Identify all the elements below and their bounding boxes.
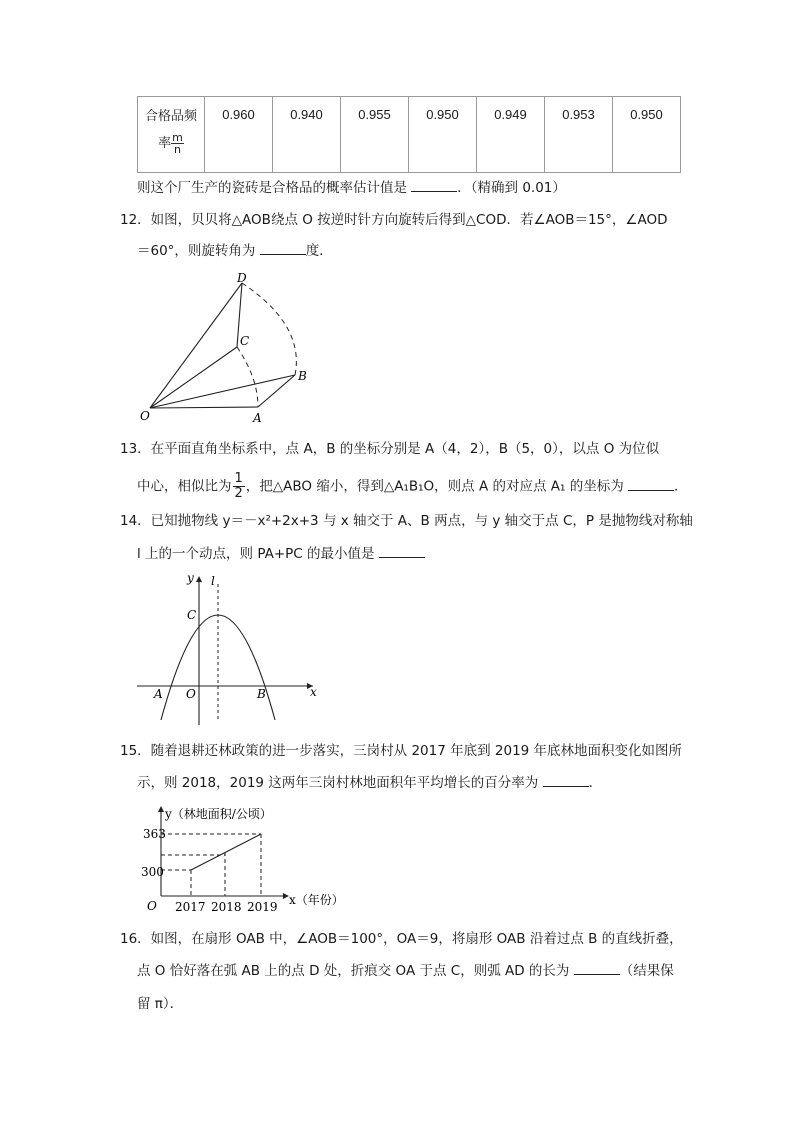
table-cell: 0.950 <box>613 97 681 173</box>
point-label-o: O <box>140 409 150 423</box>
point-label-b: B <box>298 369 307 383</box>
q13-text-2: ，把△ABO 缩小，得到△A₁B₁O，则点 A 的对应点 A₁ 的坐标为 <box>245 478 624 495</box>
q13-line2 <box>137 472 688 501</box>
fraction-numerator: 1 <box>234 471 243 486</box>
point-label-c: C <box>187 608 197 622</box>
table-header-cell <box>138 97 205 173</box>
q15-line1: 15．随着退耕还林政策的进一步落实，三岗村从 2017 年底到 2019 年底林地面积变化如图所 <box>120 743 683 759</box>
answer-blank[interactable] <box>543 774 589 787</box>
forest-area-graph <box>135 800 375 920</box>
q14-line2 <box>137 544 425 564</box>
table-header-text2: 率 <box>158 136 172 151</box>
q16-line3: 留 π）． <box>137 996 184 1012</box>
answer-blank[interactable] <box>574 962 620 975</box>
y-axis-title: y（林地面积/公顷） <box>165 807 272 821</box>
axis-label-l: l <box>211 574 215 588</box>
answer-blank[interactable] <box>260 242 306 255</box>
point-label-c: C <box>240 334 250 348</box>
point-label-b: B <box>257 687 266 701</box>
origin-label: O <box>147 899 157 913</box>
answer-blank[interactable] <box>411 179 457 192</box>
q13-line1: 13．在平面直角坐标系中，点 A，B 的坐标分别是 A（4，2），B（5，0），以点 O 为位似 <box>120 441 660 457</box>
y-tick-363: 363 <box>143 827 166 841</box>
table-cell: 0.950 <box>409 97 477 173</box>
fraction-numerator: m <box>172 131 183 144</box>
table-cell: 0.953 <box>545 97 613 173</box>
answer-blank[interactable] <box>379 545 425 558</box>
point-label-d: D <box>237 271 247 285</box>
q13-text: 中心，相似比为 <box>137 478 232 495</box>
one-half-fraction <box>233 472 245 501</box>
q14-text: l 上的一个动点，则 PA+PC 的最小值是 <box>137 546 375 562</box>
q12-line1: 12．如图，贝贝将△AOB绕点 O 按逆时针方向旋转后得到△COD．若∠AOB＝15°，∠AOD <box>120 212 668 228</box>
table-cell: 0.955 <box>341 97 409 173</box>
q16-line1: 16．如图，在扇形 OAB 中，∠AOB＝100°，OA＝9，将扇形 OAB 沿着过点 B 的直线折叠， <box>120 931 683 947</box>
y-axis-arrow-icon <box>196 576 202 582</box>
fraction-denominator: 2 <box>234 486 243 501</box>
q15-line2 <box>137 773 602 793</box>
fraction-denominator: n <box>174 143 181 156</box>
frequency-table <box>137 96 681 173</box>
y-axis-arrow-icon <box>158 806 164 812</box>
q14-line1: 14．已知抛物线 y＝－x²+2x+3 与 x 轴交于 A、B 两点，与 y 轴交于点 C，P 是抛物线对称轴 <box>120 513 693 529</box>
q16-line2 <box>137 961 674 981</box>
y-tick-300: 300 <box>141 865 164 879</box>
table-cell: 0.940 <box>273 97 341 173</box>
q12-unit: 度． <box>305 243 333 259</box>
axis-label-x: x <box>310 685 317 699</box>
q16-text-2: （结果保 <box>619 963 674 979</box>
axis-label-y: y <box>187 571 194 585</box>
table-header-text: 合格品频 <box>144 109 197 124</box>
parabola-graph <box>135 570 325 730</box>
m-over-n-fraction <box>171 132 184 155</box>
area-line <box>191 834 261 870</box>
rotation-figure <box>130 270 320 430</box>
q12-line2 <box>137 241 333 261</box>
x-tick-2018: 2018 <box>211 900 242 914</box>
point-label-o: O <box>186 687 196 701</box>
point-label-a: A <box>253 411 262 425</box>
q11-note: ．（精确到 0.01） <box>457 180 566 196</box>
x-tick-2019: 2019 <box>247 900 278 914</box>
table-cell: 0.960 <box>205 97 273 173</box>
x-axis-title: x（年份） <box>289 893 344 907</box>
table-cell: 0.949 <box>477 97 545 173</box>
q15-end: ． <box>588 775 603 791</box>
q11-answer-line <box>137 178 566 198</box>
point-label-a: A <box>154 687 163 701</box>
answer-blank[interactable] <box>628 478 674 491</box>
q13-end: ． <box>674 478 688 495</box>
q11-text: 则这个厂生产的瓷砖是合格品的概率估计值是 <box>137 180 407 196</box>
x-tick-2017: 2017 <box>175 900 206 914</box>
q15-text: 示，则 2018，2019 这两年三岗村林地面积年平均增长的百分率为 <box>137 775 539 791</box>
q16-text: 点 O 恰好落在弧 AB 上的点 D 处，折痕交 OA 于点 C，则弧 AD 的长为 <box>137 963 570 979</box>
q12-text: ＝60°，则旋转角为 <box>137 243 256 259</box>
